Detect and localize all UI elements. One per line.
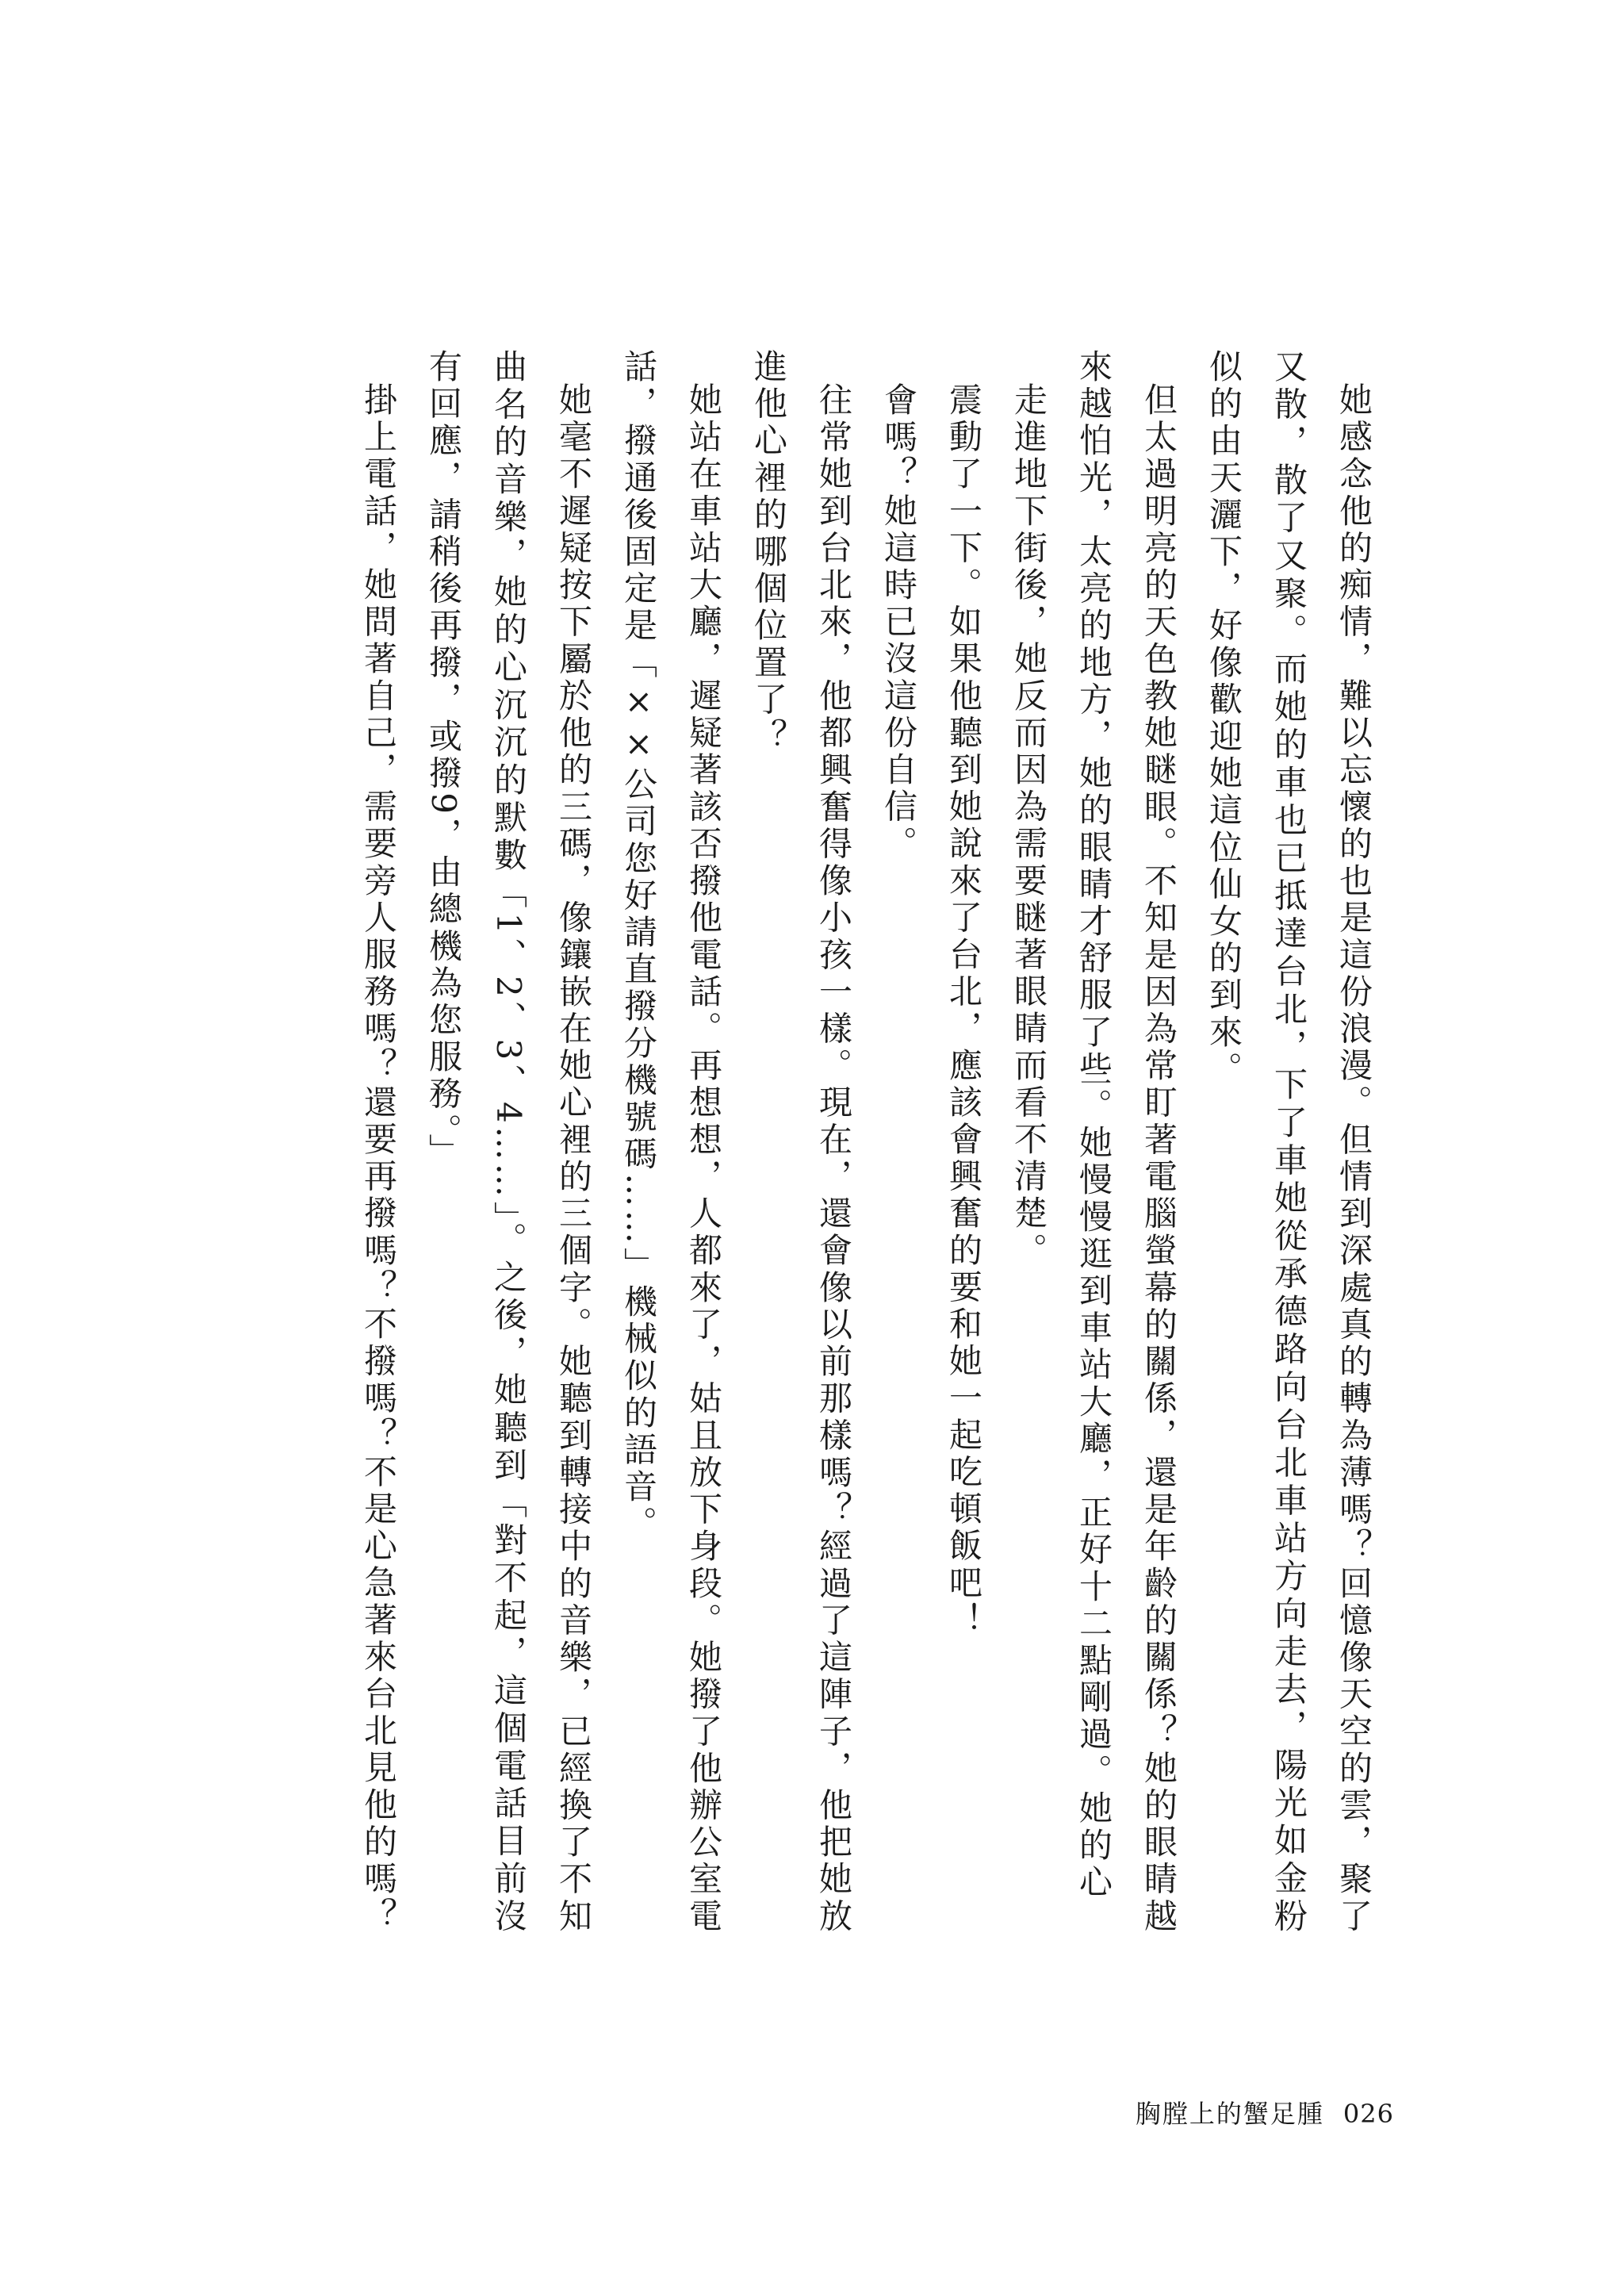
page-number: 026 [1342,2099,1394,2129]
paragraph: 會嗎？她這時已沒這份自信。 [879,382,918,863]
paragraph: 走進地下街後，她反而因為需要瞇著眼睛而看不清楚。 [1009,382,1048,1270]
page-footer [1136,2094,1394,2130]
running-title: 胸膛上的蟹足腫 [1135,2099,1324,2129]
paragraph: 但太過明亮的天色教她瞇眼。不知是因為常盯著電腦螢幕的關係，還是年齡的關係？她的眼睛越來越怕光，太亮的地方，她的眼睛才舒服了些。她慢慢逛到車站大廳，正好十二點剛過。她的心 [1074,349,1178,1935]
body-text [213,349,1386,1935]
paragraph: 掛上電話，她問著自己，需要旁人服務嗎？還要再撥嗎？不撥嗎？不是心急著來台北見他的嗎？ [359,382,398,1935]
paragraph: 震動了一下。如果他聽到她說來了台北，應該會興奮的要和她一起吃頓飯吧！ [944,382,983,1639]
paragraph: 往常她到台北來，他都興奮得像小孩一樣。現在，還會像以前那樣嗎？經過了這陣子，他把她放進他心裡的哪個位置了？ [749,349,853,1935]
paragraph: 她感念他的痴情，難以忘懷的也是這份浪漫。但情到深處真的轉為薄嗎？回憶像天空的雲，聚了又散，散了又聚。而她的車也已抵達台北，下了車她從承德路向台北車站方向走去，陽光如金粉似的由天灑下，好像歡迎她這位仙女的到來。 [1205,349,1373,1935]
paragraph: 她站在車站大廳，遲疑著該否撥他電話。再想想，人都來了，姑且放下身段。她撥了他辦公室電話，撥通後固定是「××公司您好請直撥分機號碼……」機械似的語音。 [619,349,723,1935]
paragraph: 她毫不遲疑按下屬於他的三碼，像鑲嵌在她心裡的三個字。她聽到轉接中的音樂，已經換了不知曲名的音樂，她的心沉沉的默數「1、2、3、4……」。之後，她聽到「對不起，這個電話目前沒有回應，請稍後再撥，或撥9，由總機為您服務。」 [424,349,593,1935]
